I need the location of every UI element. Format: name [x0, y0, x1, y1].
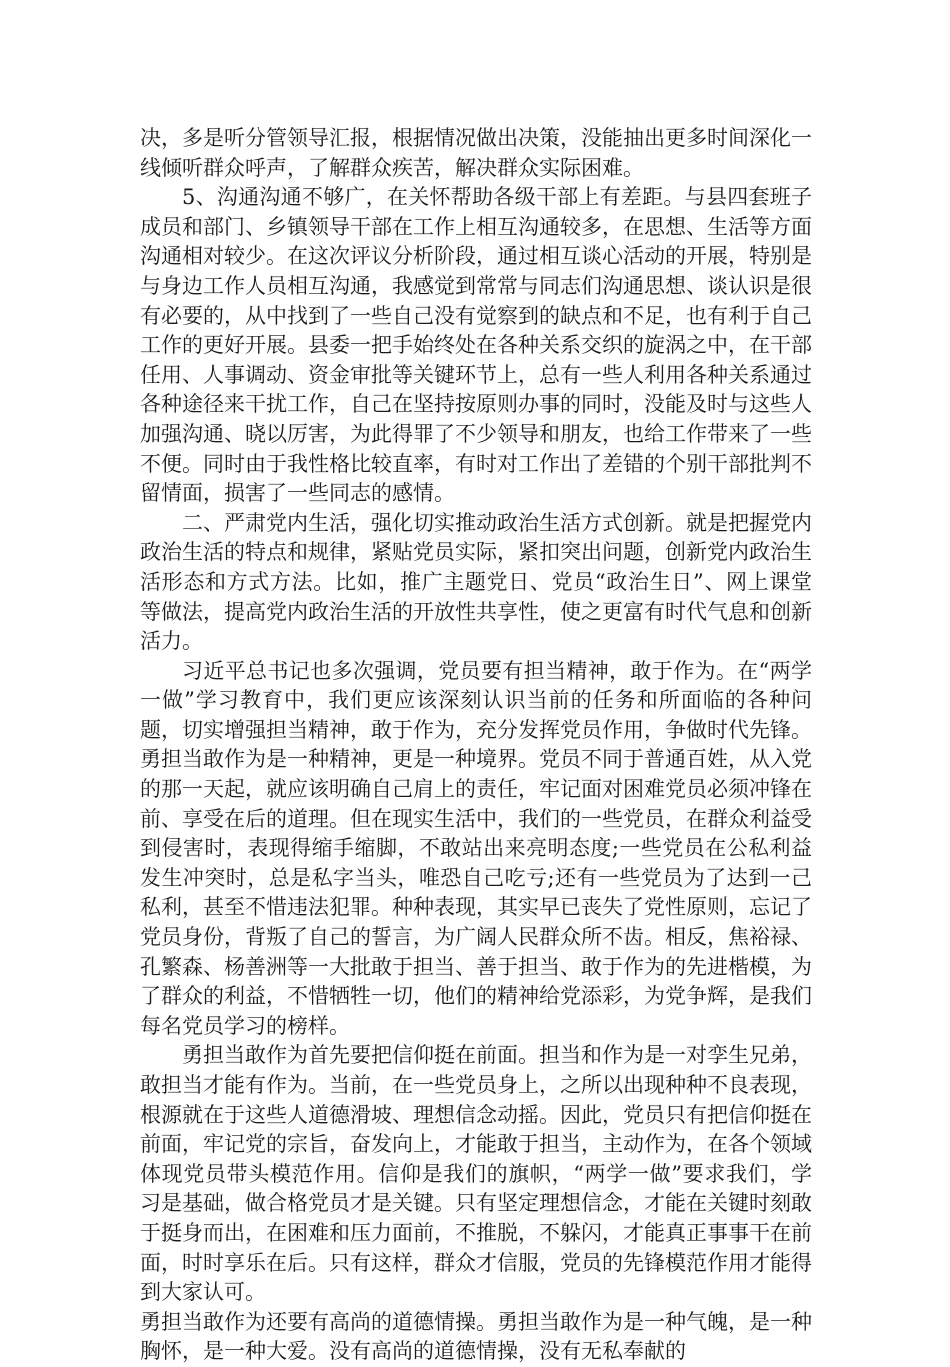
paragraph-3: 二、严肃党内生活，强化切实推动政治生活方式创新。就是把握党内政治生活的特点和规律，紧贴党员实际，紧扣突出问题，创新党内政治生活形态和方式方法。比如，推广主题党日、党员“政治生日”、网上课堂等做法，提高党内政治生活的开放性共享性，使之更富有时代气息和创新活力。 [140, 510, 812, 654]
paragraph-5: 勇担当敢作为首先要把信仰挺在前面。担当和作为是一对孪生兄弟，敢担当才能有作为。当前，在一些党员身上，之所以出现种种不良表现，根源就在于这些人道德滑坡、理想信念动摇。因此，党员只有把信仰挺在前面，牢记党的宗旨，奋发向上，才能敢于担当，主动作为，在各个领域体现党员带头模范作用。信仰是我们的旗帜，“两学一做”要求我们，学习是基础，做合格党员才是关键。只有坚定理想信念，才能在关键时刻敢于挺身而出，在困难和压力面前，不推脱，不躲闪，才能真正事事干在前面，时时享乐在后。只有这样，群众才信服，党员的先锋模范作用才能得到大家认可。 [140, 1043, 812, 1305]
paragraph-2: 5、沟通沟通不够广，在关怀帮助各级干部上有差距。与县四套班子成员和部门、乡镇领导干部在工作上相互沟通较多，在思想、生活等方面沟通相对较少。在这次评议分析阶段，通过相互谈心活动的开展，特别是与身边工作人员相互沟通，我感觉到常常与同志们沟通思想、谈认识是很有必要的，从中找到了一些自己没有觉察到的缺点和不足，也有利于自己工作的更好开展。县委一把手始终处在各种关系交织的旋涡之中，在干部任用、人事调动、资金审批等关键环节上，总有一些人利用各种关系通过各种途径来干扰工作，自己在坚持按原则办事的同时，没能及时与这些人加强沟通、晓以厉害，为此得罪了不少领导和朋友，也给工作带来了一些不便。同时由于我性格比较直率，有时对工作出了差错的个别干部批判不留情面，损害了一些同志的感情。 [140, 185, 812, 506]
paragraph-1: 决，多是听分管领导汇报，根据情况做出决策，没能抽出更多时间深化一线倾听群众呼声，了解群众疾苦，解决群众实际困难。 [140, 126, 812, 180]
document-page [140, 124, 812, 1367]
paragraph-6: 勇担当敢作为还要有高尚的道德情操。勇担当敢作为是一种气魄，是一种胸怀，是一种大爱。没有高尚的道德情操，没有无私奉献的 [140, 1309, 812, 1364]
paragraph-4: 习近平总书记也多次强调，党员要有担当精神，敢于作为。在“两学一做”学习教育中，我们更应该深刻认识当前的任务和所面临的各种问题，切实增强担当精神，敢于作为，充分发挥党员作用，争做时代先锋。勇担当敢作为是一种精神，更是一种境界。党员不同于普通百姓，从入党的那一天起，就应该明确自己肩上的责任，牢记面对困难党员必须冲锋在前、享受在后的道理。但在现实生活中，我们的一些党员，在群众利益受到侵害时，表现得缩手缩脚，不敢站出来亮明态度;一些党员在公私利益发生冲突时，总是私字当头，唯恐自己吃亏;还有一些党员为了达到一己私利，甚至不惜违法犯罪。种种表现，其实早已丧失了党性原则，忘记了党员身份，背叛了自己的誓言，为广阔人民群众所不齿。相反，焦裕禄、孔繁森、杨善洲等一大批敢于担当、善于担当、敢于作为的先进楷模，为了群众的利益，不惜牺牲一切，他们的精神给党添彩，为党争辉，是我们每名党员学习的榜样。 [140, 658, 812, 1038]
